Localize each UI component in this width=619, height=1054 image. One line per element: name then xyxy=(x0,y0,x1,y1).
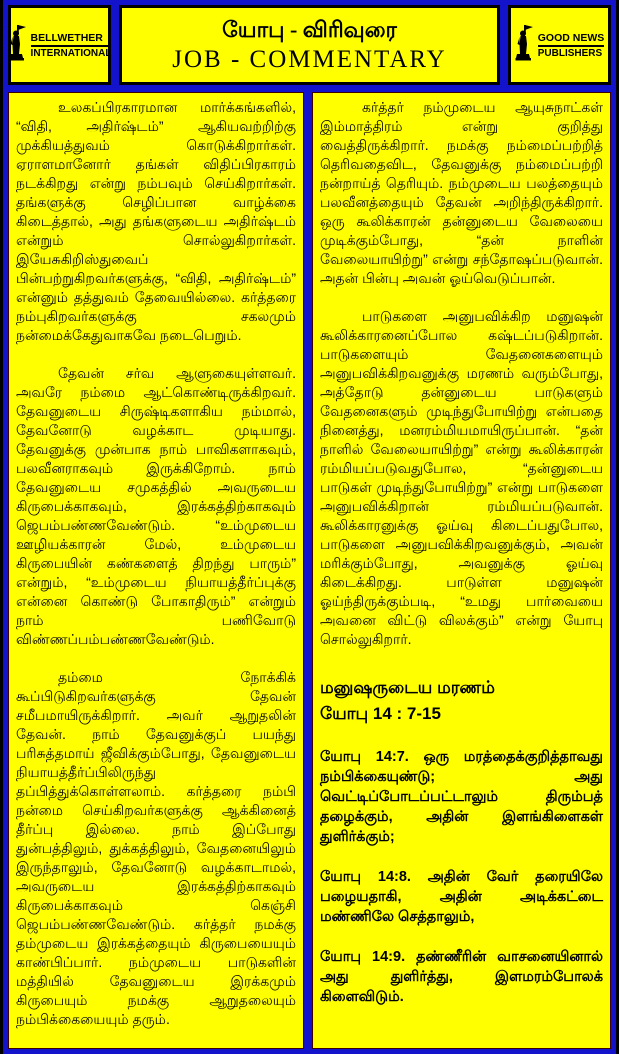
goodnews-logo xyxy=(508,5,611,85)
section-heading-title: மனுஷருடைய மரணம் xyxy=(320,678,495,697)
verse: யோபு 14:8. அதின் வேர் தரையிலே பழையதாகி, அதின் அடிக்கட்டை மண்ணிலே செத்தாலும், xyxy=(320,869,603,925)
bellwether-logo-text xyxy=(31,32,112,59)
header xyxy=(8,5,611,85)
title-box xyxy=(119,5,500,85)
logo-line1: GOOD NEWS xyxy=(538,32,605,47)
herald-figure-icon xyxy=(515,24,535,67)
paragraph: தேவன் சர்வ ஆளுகையுள்ளவர். அவரே நம்மை ஆட்கொண்டிருக்கிறவர். தேவனுடைய சிருஷ்டிகளாகிய நம்மால், தேவனோடு வழக்காட முடியாது. தேவனுக்கு முன்பாக நாம் பாவிகளாகவும், பலவீனராகவும் இருக்கிறோம். நாம் தேவனுடைய சமுகத்தில் அவருடைய கிருபைக்காகவும், இரக்கத்திற்காகவும் ஜெபம்பண்ணவேண்டும். “உம்முடைய ஊழியக்காரன் மேல், உம்முடைய கிருபையின் கண்களைத் திறந்து பாரும்” என்றும், “உம்முடைய நியாயத்தீர்ப்புக்கு என்னை கொண்டு போகாதிரும்” என்றும் நாம் பணிவோடு விண்ணப்பம்பண்ணவேண்டும். xyxy=(16,365,296,647)
paragraph: உலகப்பிரகாரமான மார்க்கங்களில், “விதி, அதிர்ஷ்டம்” ஆகியவற்றிற்கு முக்கியத்துவம் கொடுக்கிறார்கள். ஏராளமானோர் தங்கள் விதிப்பிரகாரம் நடக்கிறது என்று நம்பவும் செய்கிறார்கள். தங்களுக்கு செழிப்பான வாழ்க்கை கிடைத்தால், அது தங்களுடைய அதிர்ஷ்டம் என்றும் சொல்லுகிறார்கள். இயேசுகிறிஸ்துவைப் பின்பற்றுகிறவர்களுக்கு, “விதி, அதிர்ஷ்டம்” என்னும் தத்துவம் தேவையில்லை. கர்த்தரை நம்புகிறவர்களுக்கு சகலமும் நன்மைக்கேதுவாகவே நடைபெறும். xyxy=(16,99,296,343)
logo-line2: PUBLISHERS xyxy=(537,47,603,59)
herald-figure-icon xyxy=(8,24,28,67)
left-column xyxy=(8,92,304,1049)
page-title-tamil: யோபு - விரிவுரை xyxy=(222,16,397,42)
logo-line2: INTERNATIONAL xyxy=(30,47,112,59)
content xyxy=(8,92,611,1049)
right-column xyxy=(312,92,611,1049)
section-heading xyxy=(320,675,603,727)
section-heading-reference: யோபு 14 : 7-15 xyxy=(320,704,441,723)
bellwether-logo xyxy=(8,5,111,85)
page-title-english: JOB - COMMENTARY xyxy=(172,45,447,73)
logo-line1: BELLWETHER xyxy=(31,32,112,47)
paragraph: கர்த்தர் நம்முடைய ஆயுசுநாட்கள் இம்மாத்திரம் என்று குறித்து வைத்திருக்கிறார். நமக்கு நம்மைப்பற்றித் தெரிவதைவிட, தேவனுக்கு நம்மைப்பற்றி நன்றாய்த் தெரியும். நம்முடைய பலத்தையும் பலவீனத்தையும் தேவன் அறிந்திருக்கிறார். ஒரு கூலிக்காரன் தன்னுடைய வேலையை முடிக்கும்போது, “தன் நாளின் வேலையாயிற்று” என்று சந்தோஷப்படுவான். அதன் பின்பு அவன் ஓய்வெடுப்பான். xyxy=(320,99,603,286)
goodnews-logo-text xyxy=(538,32,605,59)
paragraph: தம்மை நோக்கிக் கூப்பிடுகிறவர்களுக்கு தேவன் சமீபமாயிருக்கிறார். அவர் ஆறுதலின் தேவன். நாம் தேவனுக்குப் பயந்து பரிசுத்தமாய் ஜீவிக்கும்போது, தேவனுடைய நியாயத்தீர்ப்பிலிருந்து தப்பித்துக்கொள்ளலாம். கர்த்தரை நம்பி நன்மை செய்கிறவர்களுக்கு ஆக்கினைத் தீர்ப்பு இல்லை. நாம் இப்போது துன்பத்திலும், துக்கத்திலும், வேதனையிலும் இருந்தாலும், தேவனோடு வழக்காடாமல், அவருடைய இரக்கத்திற்காகவும் கிருபைக்காகவும் கெஞ்சி ஜெபம்பண்ணவேண்டும். கர்த்தர் நமக்கு தம்முடைய இரக்கத்தையும் கிருபையையும் காண்பிப்பார். நம்முடைய பாடுகளின் மத்தியில் தேவனுடைய இரக்கமும் கிருபையும் நமக்கு ஆறுதலையும் நம்பிக்கையையும் தரும். xyxy=(16,669,296,1027)
paragraph: பாடுகளை அனுபவிக்கிற மனுஷன் கூலிக்காரனைப்போல கஷ்டப்படுகிறான். பாடுகளையும் வேதனைகளையும் அனுபவிக்கிறவனுக்கு மரணம் வரும்போது, அத்தோடு தன்னுடைய பாடுகளும் வேதனைகளும் முடிந்துபோயிற்று என்பதை நினைத்து, மனரம்மியமாயிருப்பான். “தன் நாளில் வேலையாயிற்று” என்று கூலிக்காரன் ரம்மியப்படுவதுபோல, “தன்னுடைய பாடுகள் முடிந்துபோயிற்று” என்று பாடுகளை அனுபவிக்கிறான் ரம்மியப்படுவான். கூலிக்காரனுக்கு ஓய்வு கிடைப்பதுபோல, பாடுகளை அனுபவிக்கிறவனுக்கும், அவன் மரிக்கும்போது, அவனுக்கு ஓய்வு கிடைக்கிறது. பாடுள்ள மனுஷன் ஓய்ந்திருக்கும்படி, “உமது பார்வையை அவனை விட்டு விலக்கும்” என்று யோபு சொல்லுகிறார். xyxy=(320,308,603,647)
verse: யோபு 14:7. ஒரு மரத்தைக்குறித்தாவது நம்பிக்கையுண்டு; அது வெட்டிப்போடப்பட்டாலும் திரும்பத் தழைக்கும், அதின் இளங்கிளைகள் துளிர்க்கும்; xyxy=(320,749,603,845)
verse: யோபு 14:9. தண்ணீரின் வாசனையினால் அது துளிர்த்து, இளமரம்போலக் கிளைவிடும். xyxy=(320,949,603,1005)
